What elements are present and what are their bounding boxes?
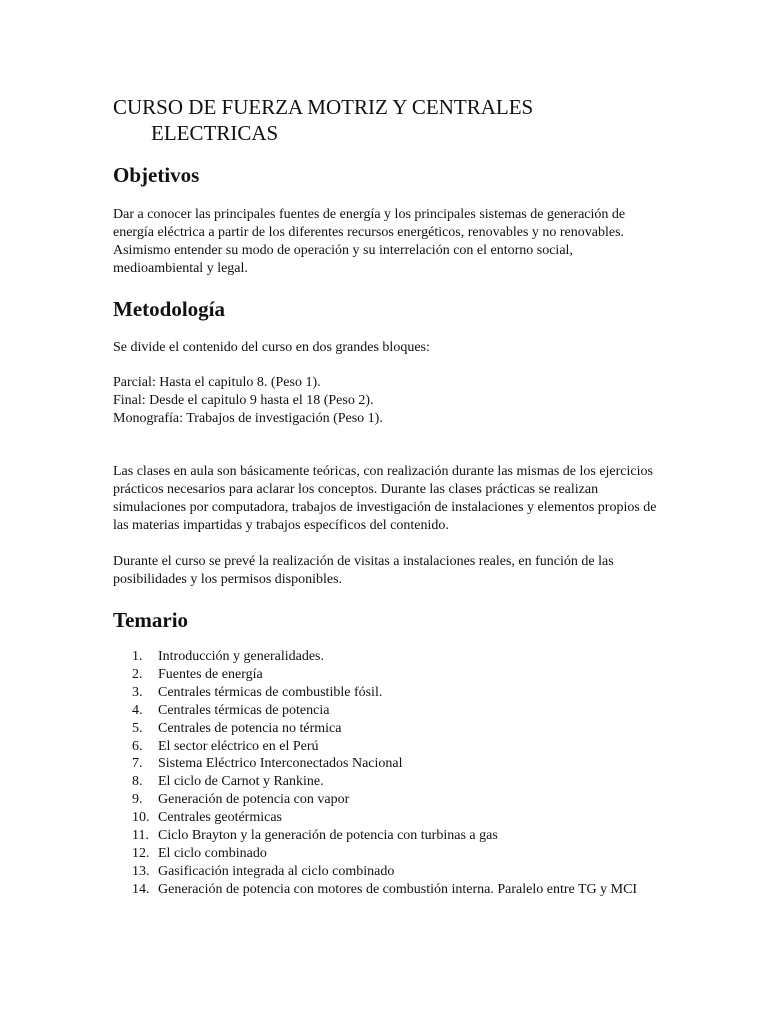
temario-item <box>113 773 658 791</box>
metodologia-intro: Se divide el contenido del curso en dos grandes bloques: <box>113 340 430 355</box>
evaluation-monografia: Monografía: Trabajos de investigación (Peso 1). <box>113 411 383 426</box>
temario-item-text: Generación de potencia con motores de combustión interna. Paralelo entre TG y MCI <box>158 881 638 897</box>
temario-item <box>113 738 658 756</box>
temario-item <box>113 791 658 809</box>
visitas-paragraph: Durante el curso se prevé la realización de visitas a instalaciones reales, en función de las posibilidades y los permisos disponibles. <box>113 554 614 587</box>
temario-item-text: El ciclo de Carnot y Rankine. <box>158 774 324 790</box>
evaluation-parcial: Parcial: Hasta el capitulo 8. (Peso 1). <box>113 375 321 390</box>
document-page <box>113 94 658 899</box>
temario-item-number: 6. <box>132 738 143 754</box>
temario-item <box>113 720 658 738</box>
temario-item-text: Ciclo Brayton y la generación de potencia con turbinas a gas <box>158 828 498 844</box>
temario-item <box>113 648 658 666</box>
clases-paragraph: Las clases en aula son básicamente teóricas, con realización durante las mismas de los ejercicios prácticos necesarios para aclarar los conceptos. Durante las clases prácticas se realizan simulaciones por computadora, trabajos de investigación de instalaciones y elementos propios de las materias impartidas y trabajos específicos del contenido. <box>113 464 657 533</box>
temario-item-text: Centrales térmicas de combustible fósil. <box>158 684 383 700</box>
metodologia-heading: Metodología <box>113 297 225 321</box>
temario-item <box>113 845 658 863</box>
temario-item-text: Gasificación integrada al ciclo combinado <box>158 863 395 879</box>
temario-item-text: Centrales geotérmicas <box>158 810 283 826</box>
temario-item <box>113 684 658 702</box>
temario-item-number: 2. <box>132 666 143 682</box>
objetivos-heading: Objetivos <box>113 163 200 187</box>
temario-item <box>113 881 658 899</box>
temario-item-text: El sector eléctrico en el Perú <box>158 738 319 754</box>
temario-item <box>113 755 658 773</box>
temario-item-number: 10. <box>132 810 150 826</box>
temario-item-number: 4. <box>132 702 143 718</box>
temario-item <box>113 863 658 881</box>
temario-item-number: 13. <box>132 863 150 879</box>
evaluation-list <box>113 374 658 428</box>
temario-item-number: 9. <box>132 792 143 808</box>
temario-item <box>113 702 658 720</box>
temario-item-text: Sistema Eléctrico Interconectados Nacional <box>158 756 403 772</box>
temario-item-number: 14. <box>132 881 150 897</box>
temario-heading: Temario <box>113 608 189 632</box>
temario-item-number: 11. <box>132 828 149 844</box>
temario-item-text: Centrales térmicas de potencia <box>158 702 330 718</box>
temario-item-text: Centrales de potencia no térmica <box>158 720 342 736</box>
temario-item-number: 7. <box>132 756 143 772</box>
objetivos-paragraph: Dar a conocer las principales fuentes de energía y los principales sistemas de generación de energía eléctrica a partir de los diferentes recursos energéticos, renovables y no renovables. Asimismo entender su modo de operación y su interrelación con el entorno social, medioambiental y legal. <box>113 207 626 276</box>
temario-item-text: Fuentes de energía <box>158 666 263 682</box>
temario-item-number: 3. <box>132 684 143 700</box>
temario-list <box>113 648 658 899</box>
temario-item <box>113 809 658 827</box>
temario-item-number: 12. <box>132 845 150 861</box>
temario-item <box>113 827 658 845</box>
temario-item-number: 1. <box>132 649 143 664</box>
temario-item-text: Introducción y generalidades. <box>158 649 324 664</box>
document-title: CURSO DE FUERZA MOTRIZ Y CENTRALES ELECTRICAS <box>113 95 534 145</box>
temario-item-text: El ciclo combinado <box>158 845 267 861</box>
temario-item <box>113 666 658 684</box>
evaluation-final: Final: Desde el capitulo 9 hasta el 18 (Peso 2). <box>113 393 374 408</box>
temario-item-number: 8. <box>132 774 143 790</box>
temario-item-text: Generación de potencia con vapor <box>158 792 350 808</box>
temario-item-number: 5. <box>132 720 143 736</box>
